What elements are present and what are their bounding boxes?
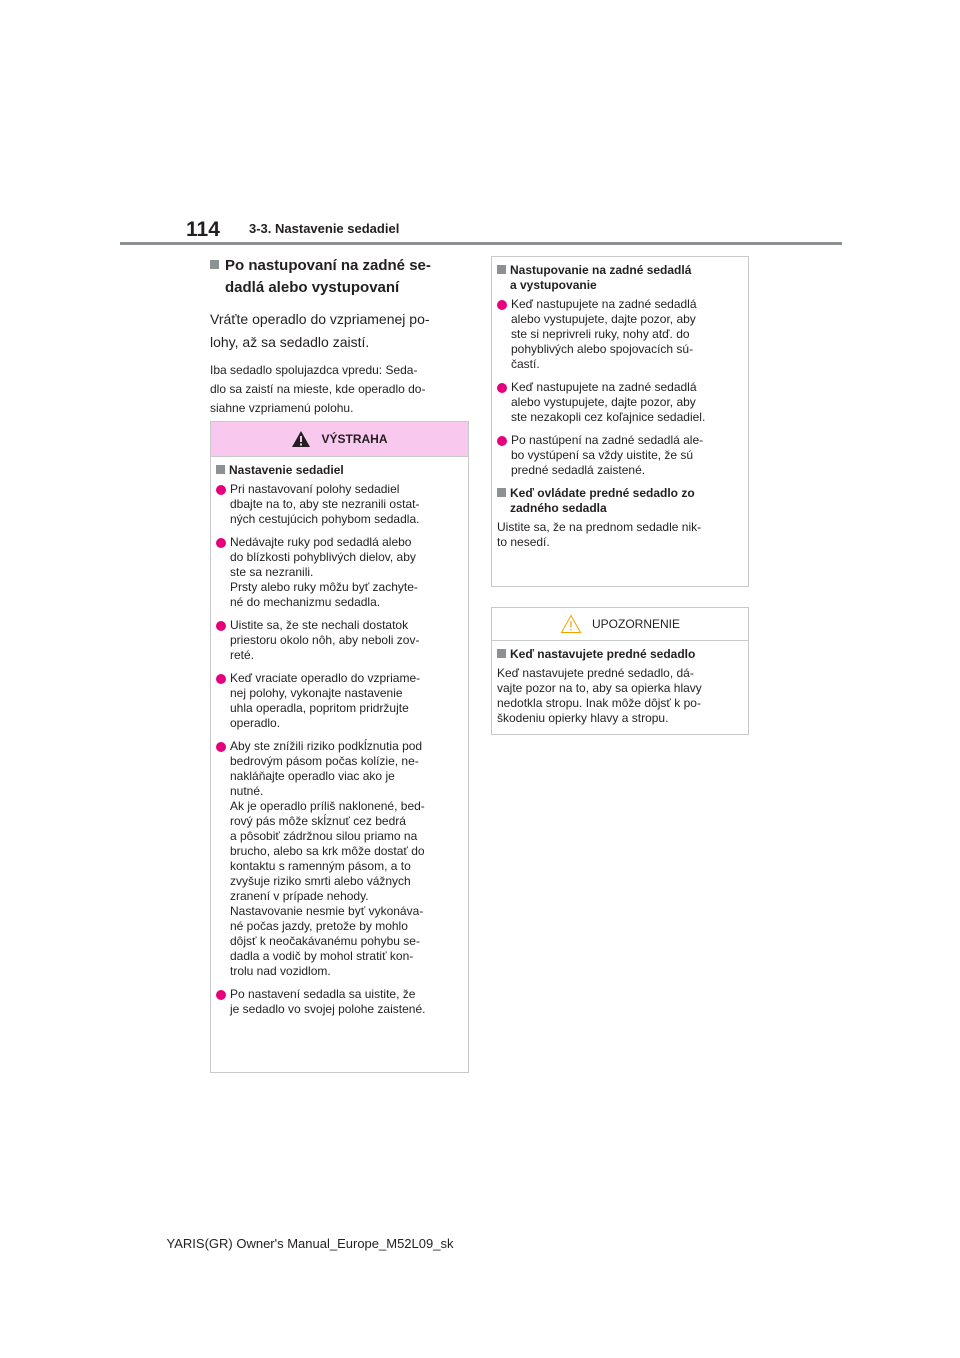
text-line: Nedávajte ruky pod sedadlá alebo [230, 535, 412, 549]
square-bullet-icon [216, 465, 225, 474]
text-line: Pri nastavovaní polohy sedadiel [230, 482, 400, 496]
circle-bullet-icon [216, 485, 226, 495]
text-line: Iba sedadlo spolujazdca vpredu: Seda- [210, 363, 418, 377]
notice-title-text: Keď nastavujete predné sedadlo [510, 647, 696, 661]
circle-bullet-icon [497, 436, 507, 446]
text-line: to nesedí. [497, 535, 550, 549]
text-line: dadla a vodič by mohol stratiť kon- [230, 949, 414, 963]
text-line: Po nastúpení na zadné sedadlá ale- [511, 433, 704, 447]
text-line: nutné. [230, 784, 264, 798]
text-line: Prsty alebo ruky môžu byť zachyte- [230, 580, 418, 594]
text-line: bedrovým pásom počas kolízie, ne- [230, 754, 419, 768]
subsection-heading [210, 255, 470, 299]
title-line: zadného sedadla [510, 501, 607, 515]
text-line: né počas jazdy, pretože by mohlo [230, 919, 408, 933]
list-item [216, 671, 464, 731]
text-line: nedotkla stropu. Inak môže dôjsť k po- [497, 696, 701, 710]
text-line: zranení v prípade nehody. [230, 889, 369, 903]
note-text [210, 361, 470, 418]
square-bullet-icon [497, 265, 506, 274]
circle-bullet-icon [216, 621, 226, 631]
text-line: Keď vraciate operadlo do vzpriame- [230, 671, 421, 685]
warning-items [216, 482, 464, 1017]
list-item [216, 482, 464, 527]
header-rule [120, 242, 842, 245]
circle-bullet-icon [216, 742, 226, 752]
list-item-text [230, 482, 419, 527]
square-bullet-icon [210, 260, 219, 269]
list-item [497, 380, 744, 425]
warning-title-text: Nastavenie sedadiel [229, 463, 344, 477]
list-item [216, 618, 464, 663]
text-line: pohyblivých alebo spojovacích sú- [511, 342, 694, 356]
info-title-2 [497, 486, 744, 516]
text-line: Keď nastupujete na zadné sedadlá [511, 380, 697, 394]
list-item [216, 739, 464, 979]
list-item-text [511, 380, 705, 425]
circle-bullet-icon [216, 990, 226, 1000]
list-item [497, 297, 744, 372]
text-line: né do mechanizmu sedadla. [230, 595, 381, 609]
text-line: zvyšuje riziko smrti alebo vážnych [230, 874, 411, 888]
circle-bullet-icon [497, 300, 507, 310]
text-line: trolu nad vozidlom. [230, 964, 331, 978]
heading-line: dadlá alebo vystupovaní [225, 279, 400, 296]
text-line: reté. [230, 648, 255, 662]
notice-body [492, 641, 748, 726]
circle-bullet-icon [216, 538, 226, 548]
text-line: kontaktu s ramenným pásom, a to [230, 859, 411, 873]
square-bullet-icon [497, 649, 506, 658]
text-line: dôjsť k neočakávanému pohybu se- [230, 934, 420, 948]
text-line: Uistite sa, že ste nechali dostatok [230, 618, 409, 632]
text-line: je sedadlo vo svojej polohe zaistené. [230, 1002, 426, 1016]
text-line: nakláňajte operadlo viac ako je [230, 769, 395, 783]
text-line: škodeniu opierky hlavy a stropu. [497, 711, 669, 725]
text-line: Nastavovanie nesmie byť vykonáva- [230, 904, 424, 918]
square-bullet-icon [497, 488, 506, 497]
title-line: Nastupovanie na zadné sedadlá [510, 263, 692, 277]
footer-text: YARIS(GR) Owner's Manual_Europe_M52L09_sk [166, 1236, 454, 1251]
text-line: siahne vzpriamenú polohu. [210, 401, 354, 415]
text-line: priestoru okolo nôh, aby neboli zov- [230, 633, 420, 647]
notice-label: UPOZORNENIE [591, 617, 680, 631]
text-line: vajte pozor na to, aby sa opierka hlavy [497, 681, 702, 695]
text-line: uhla operadla, popritom pridržujte [230, 701, 409, 715]
text-line: ste si neprivreli ruky, nohy atď. do [511, 327, 690, 341]
notice-text [497, 666, 744, 726]
list-item [216, 535, 464, 610]
text-line: nej polohy, vykonajte nastavenie [230, 686, 403, 700]
list-item-text [230, 987, 425, 1017]
text-line: a pôsobiť zádržnou silou priamo na [230, 829, 418, 843]
list-item-text [230, 618, 419, 663]
text-line: Keď nastupujete na zadné sedadlá [511, 297, 697, 311]
text-line: alebo vystupujete, dajte pozor, aby [511, 312, 696, 326]
warning-body [211, 457, 468, 1017]
text-line: Po nastavení sedadla sa uistite, že [230, 987, 416, 1001]
text-line: rový pás môže skĺznuť cez bedrá [230, 814, 406, 828]
text-line: Aby ste znížili riziko podkĺznutia pod [230, 739, 423, 753]
warning-title [216, 463, 464, 478]
title-line: a vystupovanie [510, 278, 597, 292]
list-item-text [230, 671, 420, 731]
heading-line: Po nastupovaní na zadné se- [225, 257, 431, 274]
page-number: 114 [186, 218, 220, 241]
left-column [210, 255, 470, 418]
info-text [497, 520, 744, 550]
circle-bullet-icon [497, 383, 507, 393]
circle-bullet-icon [216, 674, 226, 684]
notice-box [491, 607, 749, 735]
text-line: Ak je operadlo príliš naklonené, bed- [230, 799, 425, 813]
text-line: Keď nastavujete predné sedadlo, dá- [497, 666, 694, 680]
section-title: 3-3. Nastavenie sedadiel [249, 221, 400, 236]
list-item [216, 987, 464, 1017]
text-line: lohy, až sa sedadlo zaistí. [210, 334, 370, 350]
warning-box [210, 421, 469, 1073]
warning-header [211, 422, 468, 457]
text-line: ste nezakopli cez koľajnice sedadiel. [511, 410, 706, 424]
info-title-1 [497, 263, 744, 293]
text-line: do blízkosti pohyblivých dielov, aby [230, 550, 416, 564]
notice-title [497, 647, 744, 662]
text-line: dbajte na to, aby ste nezranili ostat- [230, 497, 420, 511]
list-item-text [511, 297, 697, 372]
text-line: bo vystúpení sa vždy uistite, že sú [511, 448, 694, 462]
notice-header [492, 608, 748, 641]
title-line: Keď ovládate predné sedadlo zo [510, 486, 695, 500]
text-line: operadlo. [230, 716, 281, 730]
list-item [497, 433, 744, 478]
info-box [491, 256, 749, 587]
text-line: ste sa nezranili. [230, 565, 314, 579]
text-line: brucho, alebo sa krk môže dostať do [230, 844, 425, 858]
text-line: alebo vystupujete, dajte pozor, aby [511, 395, 696, 409]
caution-triangle-icon [560, 614, 582, 634]
list-item-text [230, 739, 425, 979]
text-line: predné sedadlá zaistené. [511, 463, 646, 477]
info-items [497, 297, 744, 478]
text-line: Uistite sa, že na prednom sedadle nik- [497, 520, 702, 534]
text-line: častí. [511, 357, 540, 371]
text-line: ných cestujúcich pohybom sedadla. [230, 512, 420, 526]
warning-label: VÝSTRAHA [321, 432, 388, 446]
text-line: dlo sa zaistí na mieste, kde operadlo do- [210, 382, 426, 396]
list-item-text [511, 433, 703, 478]
text-line: Vráťte operadlo do vzpriamenej po- [210, 311, 430, 327]
warning-triangle-icon [291, 430, 311, 448]
instruction-text [210, 308, 470, 354]
list-item-text [230, 535, 418, 610]
